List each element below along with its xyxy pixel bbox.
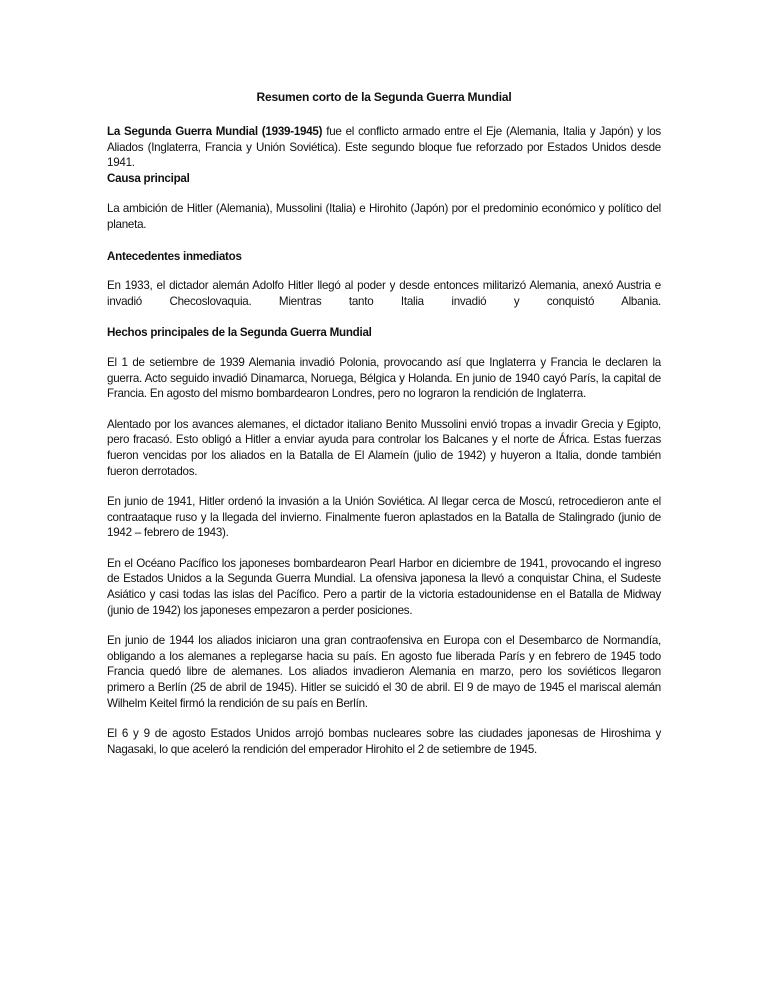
heading-causa-principal: Causa principal <box>107 171 190 185</box>
paragraph-hechos-1: El 1 de setiembre de 1939 Alemania invadió Polonia, provocando así que Inglaterra y Francia le declaren la guerra. Acto seguido invadió Dinamarca, Noruega, Bélgica y Holanda. En junio de 1940 cayó París, la capital de Francia. En agosto del mismo bombardearon Londres, pero no lograron la rendición de Inglaterra. <box>107 355 661 401</box>
paragraph-hechos-6: El 6 y 9 de agosto Estados Unidos arrojó bombas nucleares sobre las ciudades japonesas de Hiroshima y Nagasaki, lo que aceleró la rendición del emperador Hirohito el 2 de setiembre de 1945. <box>107 727 661 756</box>
paragraph-causa: La ambición de Hitler (Alemania), Mussolini (Italia) e Hirohito (Japón) por el predominio económico y político del planeta. <box>107 202 661 231</box>
intro-paragraph <box>107 124 661 171</box>
paragraph-hechos-3: En junio de 1941, Hitler ordenó la invasión a la Unión Soviética. Al llegar cerca de Moscú, retrocedieron ante el contraataque ruso y la llegada del invierno. Finalmente fueron aplastados en la Batalla de Stalingrado (junio de 1942 – febrero de 1943). <box>107 495 661 540</box>
intro-bold-text: La Segunda Guerra Mundial (1939-1945) <box>107 125 323 138</box>
antecedentes-line-2: invadió Checoslovaquia. Mientras tanto Italia invadió y conquistó Albania. <box>107 294 661 308</box>
paragraph-antecedentes <box>107 278 661 309</box>
heading-antecedentes: Antecedentes inmediatos <box>107 249 242 263</box>
paragraph-hechos-5: En junio de 1944 los aliados iniciaron una gran contraofensiva en Europa con el Desembarco de Normandía, obligando a los alemanes a replegarse hacia su país. En agosto fue liberada París y en febrero de 1945 todo Francia quedó libre de alemanes. Los aliados invadieron Alemania en marzo, pero los soviéticos llegaron primero a Berlín (25 de abril de 1945). Hitler se suicidó el 30 de abril. El 9 de mayo de 1945 el mariscal alemán Wilhelm Keitel firmó la rendición de su país en Berlín. <box>107 634 661 710</box>
paragraph-hechos-4: En el Océano Pacífico los japoneses bombardearon Pearl Harbor en diciembre de 1941, provocando el ingreso de Estados Unidos a la Segunda Guerra Mundial. La ofensiva japonesa la llevó a conquistar China, el Sudeste Asiático y casi todas las islas del Pacífico. Pero a partir de la victoria estadounidense en el Batalla de Midway (junio de 1942) los japoneses empezaron a perder posiciones. <box>107 556 661 617</box>
paragraph-hechos-2: Alentado por los avances alemanes, el dictador italiano Benito Mussolini envió tropas a invadir Grecia y Egipto, pero fracasó. Esto obligó a Hitler a enviar ayuda para controlar los Balcanes y el norte de África. Estas fuerzas fueron vencidas por los aliados en la Batalla de El Alameín (julio de 1942) y huyeron a Italia, donde también fueron derrotados. <box>107 417 661 478</box>
intro-text: fue el conflicto armado entre el Eje (Alemania, Italia y Japón) y los Aliados (Inglaterra, Francia y Unión Soviética). Este segundo bloque fue reforzado por Estados Unidos desde 1941. <box>107 125 661 170</box>
heading-hechos-principales: Hechos principales de la Segunda Guerra Mundial <box>107 326 372 340</box>
document-title: Resumen corto de la Segunda Guerra Mundial <box>256 90 512 104</box>
antecedentes-line-1: En 1933, el dictador alemán Adolfo Hitler llegó al poder y desde entonces militarizó Alemania, anexó Austria e <box>107 279 661 293</box>
